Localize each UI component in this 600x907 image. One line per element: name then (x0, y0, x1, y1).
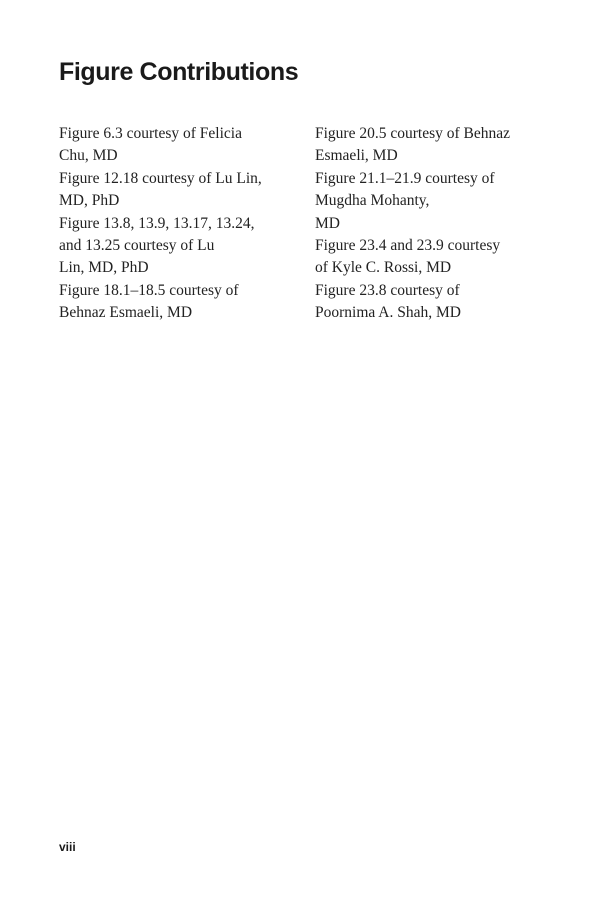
entry-line: Figure 6.3 courtesy of Felicia (59, 125, 242, 142)
entry-line: Behnaz Esmaeli, MD (59, 304, 193, 322)
entry-line: Figure 20.5 courtesy of Behnaz (315, 125, 510, 142)
page-title: Figure Contributions (59, 58, 299, 86)
page-number: viii (59, 840, 76, 854)
entry-line: Lin, MD, PhD (59, 259, 149, 277)
contribution-entry (59, 280, 291, 325)
entry-line: Figure 18.1–18.5 courtesy of (59, 281, 239, 299)
entry-line: Esmaeli, MD (315, 147, 398, 165)
entry-line: and 13.25 courtesy of Lu (59, 237, 215, 255)
entry-line: Poornima A. Shah, MD (315, 304, 461, 322)
entry-line: Figure 13.8, 13.9, 13.17, 13.24, (59, 214, 255, 232)
entry-line: Figure 12.18 courtesy of Lu Lin, (59, 169, 262, 187)
contribution-entry (315, 235, 547, 280)
contribution-entry (315, 168, 547, 235)
contribution-entry (315, 280, 547, 325)
entry-line: Mugdha Mohanty, (315, 192, 430, 210)
contribution-entry (59, 123, 291, 168)
entry-line: Chu, MD (59, 147, 118, 165)
entry-line: Figure 21.1–21.9 courtesy of (315, 169, 495, 187)
entry-line: Figure 23.8 courtesy of (315, 281, 460, 299)
contribution-entry (315, 123, 547, 168)
entry-line: Figure 23.4 and 23.9 courtesy (315, 237, 501, 255)
entry-line: of Kyle C. Rossi, MD (315, 259, 452, 277)
entry-line: MD, PhD (59, 192, 120, 210)
contribution-entry (59, 168, 291, 213)
entry-line: MD (315, 214, 340, 232)
contributions-column-right (315, 123, 547, 325)
contributions-column-left (59, 123, 291, 325)
contribution-entry (59, 213, 291, 280)
